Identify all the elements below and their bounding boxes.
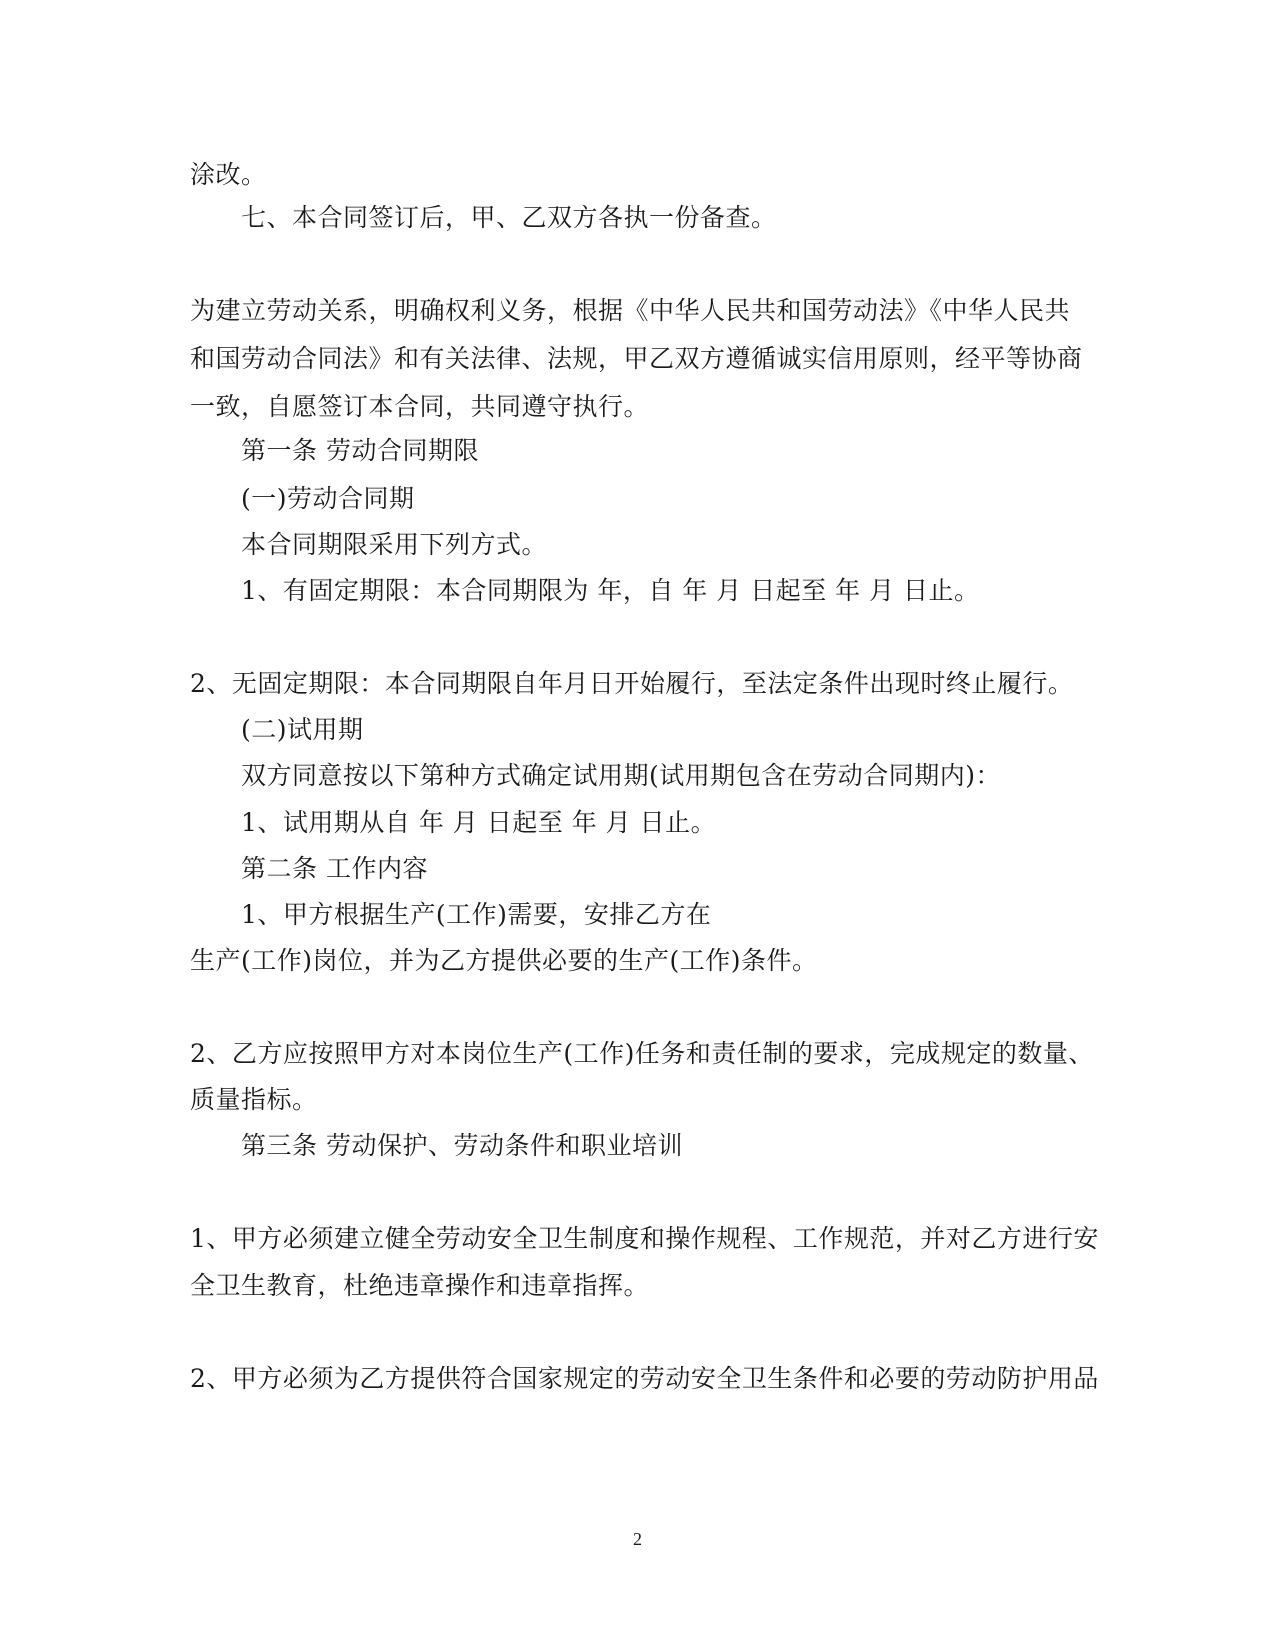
text-line: (一)劳动合同期 [241,484,415,513]
text-line: 质量指标。 [190,1085,318,1114]
section-heading: 第二条 工作内容 [241,854,428,883]
text-line: 和国劳动合同法》和有关法律、法规，甲乙双方遵循诚实信用原则，经平等协商 [190,344,1083,373]
text-line: 2、无固定期限：本合同期限自年月日开始履行，至法定条件出现时终止履行。 [190,669,1074,698]
text-line: 1、甲方根据生产(工作)需要，安排乙方在 [241,900,712,929]
text-line: 双方同意按以下第种方式确定试用期(试用期包含在劳动合同期内)： [241,761,1002,790]
text-line: 本合同期限采用下列方式。 [241,530,548,559]
text-line: 七、本合同签订后，甲、乙双方各执一份备查。 [241,203,777,232]
text-line: 1、有固定期限：本合同期限为 年，自 年 月 日起至 年 月 日止。 [241,576,980,605]
text-line: 1、甲方必须建立健全劳动安全卫生制度和操作规程、工作规范，并对乙方进行安 [190,1224,1099,1253]
text-line: 一致，自愿签订本合同，共同遵守执行。 [190,392,650,421]
text-line: 2、甲方必须为乙方提供符合国家规定的劳动安全卫生条件和必要的劳动防护用品 [190,1364,1099,1393]
page-number: 2 [633,1529,642,1549]
text-line: (二)试用期 [241,715,364,744]
text-line: 全卫生教育，杜绝违章操作和违章指挥。 [190,1271,650,1300]
text-line: 涂改。 [190,160,267,189]
section-heading: 第三条 劳动保护、劳动条件和职业培训 [241,1131,683,1160]
text-line: 生产(工作)岗位，并为乙方提供必要的生产(工作)条件。 [190,946,818,975]
text-line: 1、试用期从自 年 月 日起至 年 月 日止。 [241,808,717,837]
text-line: 2、乙方应按照甲方对本岗位生产(工作)任务和责任制的要求，完成规定的数量、 [190,1039,1094,1068]
section-heading: 第一条 劳动合同期限 [241,436,479,465]
text-line: 为建立劳动关系，明确权利义务，根据《中华人民共和国劳动法》《中华人民共 [190,296,1071,325]
